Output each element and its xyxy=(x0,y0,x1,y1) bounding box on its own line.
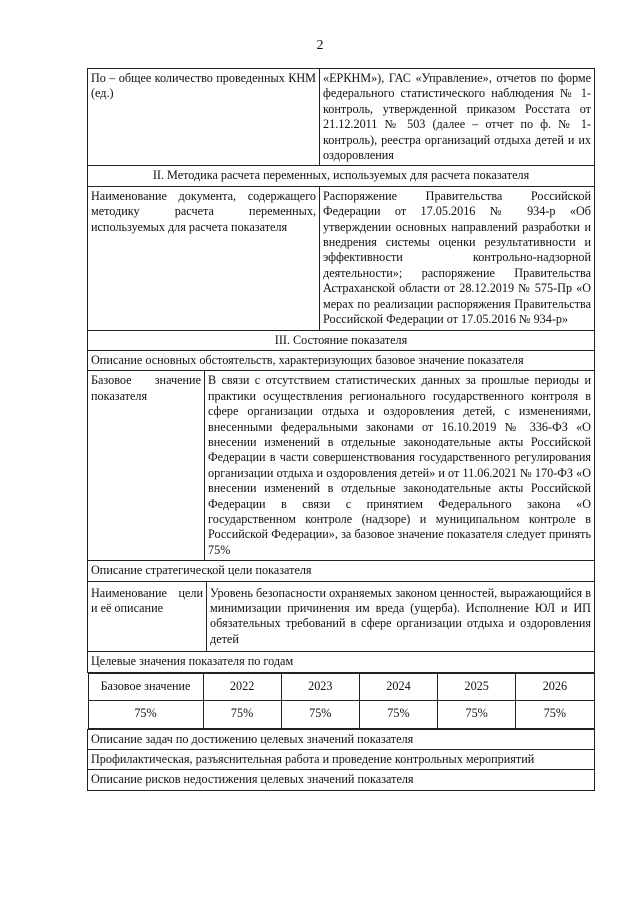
targets-header-row xyxy=(88,673,594,700)
targets-header-cell: Базовое значение xyxy=(88,673,203,700)
targets-header-cell: 2025 xyxy=(438,673,516,700)
table-row xyxy=(88,672,595,729)
targets-header-cell: 2022 xyxy=(203,673,281,700)
table-row xyxy=(88,561,595,581)
row-label-po: По – общее количество проведенных КНМ (ед.) xyxy=(88,69,320,166)
table-row xyxy=(88,770,595,790)
table-row xyxy=(88,371,595,561)
targets-title: Целевые значения показателя по годам xyxy=(88,652,595,672)
base-value-text: В связи с отсутствием статистических данных за прошлые периоды и практики осуществления регионального государственного контроля в сфере организации отдыха и оздоровления детей, с изменениями, внесенными федеральными законами от 16.10.2019 № 336-ФЗ «О внесении изменений в отдельные законодательные акты Российской Федерации в части совершенствования государственного регулирования организации отдыха и оздоровления детей» и от 11.06.2021 № 170-ФЗ «О внесении изменений в отдельные законодательные акты Российской Федерации в связи с принятием Федерального закона «О государственном контроле (надзоре) и муниципальном контроле в Российской Федерации», за базовое значение показателя следует принять 75% xyxy=(208,373,591,557)
row-text-methodology-document: Распоряжение Правительства Российской Федерации от 17.05.2016 № 934-р «Об утверждении основных направлений разработки и внедрения системы оценки результативности и эффективности контрольно-надзорной деятельности»; распоряжение Правительства Астраханской области от 28.12.2019 № 575-Пр «О мерах по реализации распоряжения Правительства Российской Федерации от 17.05.2016 № 934-р» xyxy=(320,186,595,330)
targets-value-cell: 75% xyxy=(281,700,359,728)
indicator-passport-table xyxy=(87,68,595,791)
section-title-indicator-state: III. Состояние показателя xyxy=(88,330,595,350)
table-row xyxy=(88,166,595,186)
table-row xyxy=(88,330,595,350)
base-value-label: Базовое значение показателя xyxy=(88,371,205,560)
targets-by-year-table xyxy=(88,673,595,729)
targets-value-cell: 75% xyxy=(359,700,437,728)
table-row xyxy=(88,750,595,770)
page-number: 2 xyxy=(316,38,324,53)
targets-values-row xyxy=(88,700,594,728)
tasks-text: Профилактическая, разъяснительная работа и проведение контрольных мероприятий xyxy=(88,750,595,770)
targets-value-cell: 75% xyxy=(88,700,203,728)
table-row xyxy=(88,581,595,652)
table-row xyxy=(88,186,595,330)
targets-header-cell: 2024 xyxy=(359,673,437,700)
risks-title: Описание рисков недостижения целевых значений показателя xyxy=(88,770,595,790)
tasks-title: Описание задач по достижению целевых значений показателя xyxy=(88,729,595,749)
targets-value-cell: 75% xyxy=(203,700,281,728)
row-text-sources: «ЕРКНМ»), ГАС «Управление», отчетов по форме федерального статистического наблюдения № 1-контроль, утвержденной приказом Росстата от 21.12.2011 № 503 (далее – отчет по ф. № 1-контроль), реестра организаций отдыха детей и их оздоровления xyxy=(320,69,595,166)
table-row xyxy=(88,350,595,370)
row-label-methodology-document: Наименование документа, содержащего методику расчета переменных, используемых для расчета показателя xyxy=(88,186,320,330)
table-row xyxy=(88,69,595,166)
table-row xyxy=(88,729,595,749)
strategic-goal-title: Описание стратегической цели показателя xyxy=(88,561,595,581)
targets-value-cell: 75% xyxy=(516,700,594,728)
circumstances-title: Описание основных обстоятельств, характеризующих базовое значение показателя xyxy=(88,350,595,370)
table-row xyxy=(88,652,595,672)
section-title-methodology: II. Методика расчета переменных, используемых для расчета показателя xyxy=(88,166,595,186)
goal-label: Наименование цели и её описание xyxy=(88,582,207,652)
goal-text: Уровень безопасности охраняемых законом ценностей, выражающийся в минимизации причинения им вреда (ущерба). Исполнение ЮЛ и ИП обязательных требований в сфере организации отдыха и оздоровления детей xyxy=(210,585,591,646)
targets-value-cell: 75% xyxy=(438,700,516,728)
targets-header-cell: 2023 xyxy=(281,673,359,700)
targets-header-cell: 2026 xyxy=(516,673,594,700)
